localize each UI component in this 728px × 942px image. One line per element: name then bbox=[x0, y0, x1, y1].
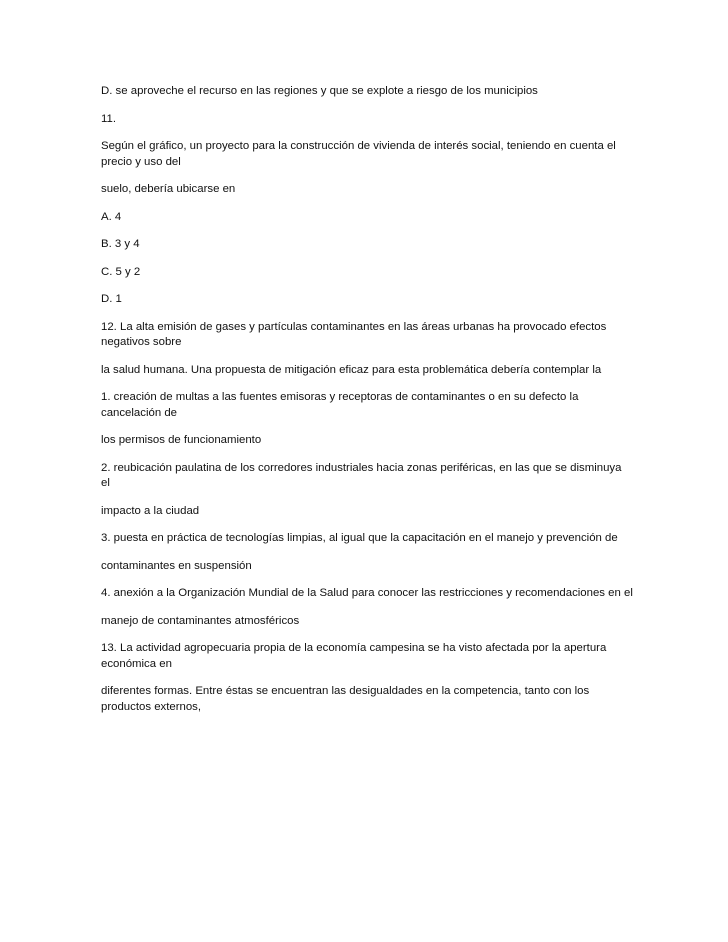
question-13-text-cont: diferentes formas. Entre éstas se encuentran las desigualdades en la competencia, tanto con los productos externos, bbox=[101, 685, 590, 713]
question-12-item-3: 3. puesta en práctica de tecnologías limpias, al igual que la capacitación en el manejo y prevención de bbox=[101, 532, 618, 544]
paragraph-option-d-q10: D. se aproveche el recurso en las regiones y que se explote a riesgo de los municipios bbox=[101, 85, 538, 97]
question-12-item-2-cont: impacto a la ciudad bbox=[101, 504, 200, 517]
question-11-option-a: A. 4 bbox=[101, 210, 122, 223]
question-12-item-4: 4. anexión a la Organización Mundial de la Salud para conocer las restricciones y recomendaciones en el bbox=[101, 587, 633, 599]
question-12-item-2: 2. reubicación paulatina de los corredores industriales hacia zonas periféricas, en las que se disminuya el bbox=[101, 461, 622, 489]
document-content bbox=[101, 84, 633, 727]
question-11-text: Según el gráfico, un proyecto para la construcción de vivienda de interés social, teniendo en cuenta el precio y uso del bbox=[101, 140, 616, 168]
question-11-text-cont: suelo, debería ubicarse en bbox=[101, 183, 236, 195]
question-11-number: 11. bbox=[101, 112, 116, 125]
question-13-text: 13. La actividad agropecuaria propia de la economía campesina se ha visto afectada por la apertura económica en bbox=[101, 642, 607, 670]
question-12-item-4-cont: manejo de contaminantes atmosféricos bbox=[101, 614, 300, 627]
question-11-option-d: D. 1 bbox=[101, 293, 122, 305]
question-12-item-3-cont: contaminantes en suspensión bbox=[101, 559, 252, 572]
question-12-text: 12. La alta emisión de gases y partículas contaminantes en las áreas urbanas ha provocado efectos negativos sobre bbox=[101, 320, 607, 348]
question-11-option-c: C. 5 y 2 bbox=[101, 265, 141, 278]
question-12-item-1-cont: los permisos de funcionamiento bbox=[101, 434, 262, 446]
question-11-option-b: B. 3 y 4 bbox=[101, 238, 140, 250]
question-12-item-1: 1. creación de multas a las fuentes emisoras y receptoras de contaminantes o en su defecto la cancelación de bbox=[101, 391, 579, 419]
question-12-text-cont: la salud humana. Una propuesta de mitigación eficaz para esta problemática debería contemplar la bbox=[101, 363, 602, 376]
